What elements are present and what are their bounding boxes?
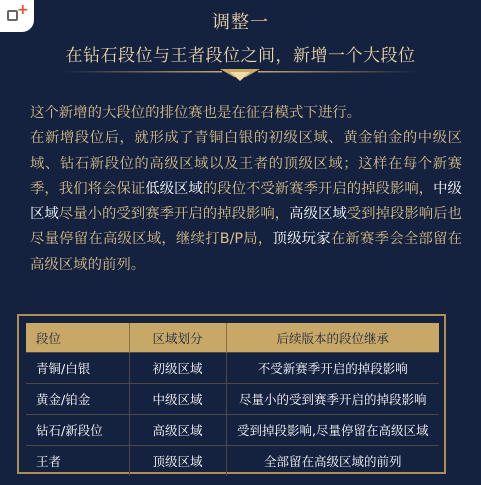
- table-cell: 顶级区域: [129, 446, 226, 477]
- table-cell: 中级区域: [129, 384, 226, 415]
- table-cell: 青铜/白银: [26, 353, 129, 384]
- section-subtitle: 在钻石段位与王者段位之间，新增一个大段位: [65, 46, 416, 66]
- description-part: 的段位不受新赛季开启的掉段影响，: [202, 180, 434, 197]
- highlight-mid: 中级区域: [30, 180, 462, 223]
- table-row: [26, 415, 439, 446]
- table-cell: 受到掉段影响,尽量停留在高级区域: [226, 415, 439, 446]
- table-row: [26, 446, 439, 477]
- description-part: 在新赛季会全部留在高级区域的前列。: [30, 231, 462, 273]
- table-header: 段位: [26, 323, 129, 353]
- add-window-icon: +: [7, 7, 25, 25]
- table-cell: 初级区域: [129, 353, 226, 384]
- table-row: [26, 353, 439, 384]
- table-cell: 王者: [26, 446, 129, 477]
- rank-table: [26, 323, 439, 476]
- table-cell: 不受新赛季开启的掉段影响: [226, 353, 439, 384]
- highlight-high: 高级区域: [289, 206, 347, 223]
- table-row: [26, 384, 439, 415]
- description-line-1: 这个新增的大段位的排位赛也是在征召模式下进行。: [30, 105, 361, 121]
- table-cell: 全部留在高级区域的前列: [226, 446, 439, 477]
- section-title: 调整一: [212, 12, 269, 33]
- table-cell: 黄金/铂金: [26, 384, 129, 415]
- table-cell: 高级区域: [129, 415, 226, 446]
- description-part: 受到掉段影响后也尽量停留在高级区域，继续打B/P局，: [30, 206, 462, 248]
- description-part: 尽量小的受到赛季开启的掉段影响，: [58, 206, 290, 223]
- table-header: 区域划分: [129, 323, 226, 353]
- table-header-row: [26, 323, 439, 353]
- table-header: 后续版本的段位继承: [226, 323, 439, 353]
- highlight-top: 顶级玩家: [272, 231, 331, 248]
- table-cell: 尽量小的受到赛季开启的掉段影响: [226, 384, 439, 415]
- table-cell: 钻石/新段位: [26, 415, 129, 446]
- description: [30, 101, 462, 278]
- highlight-low: 低级区域: [145, 180, 203, 197]
- ornament-divider: [60, 66, 420, 84]
- rank-table-frame: [17, 314, 446, 474]
- description-part: 在新增段位后，就形成了青铜白银的初级区域、黄金铂金的中级区域、钻石新段位的高级区域以及王者的顶级区域；这样在每个新赛季，我们将会保证: [30, 130, 462, 197]
